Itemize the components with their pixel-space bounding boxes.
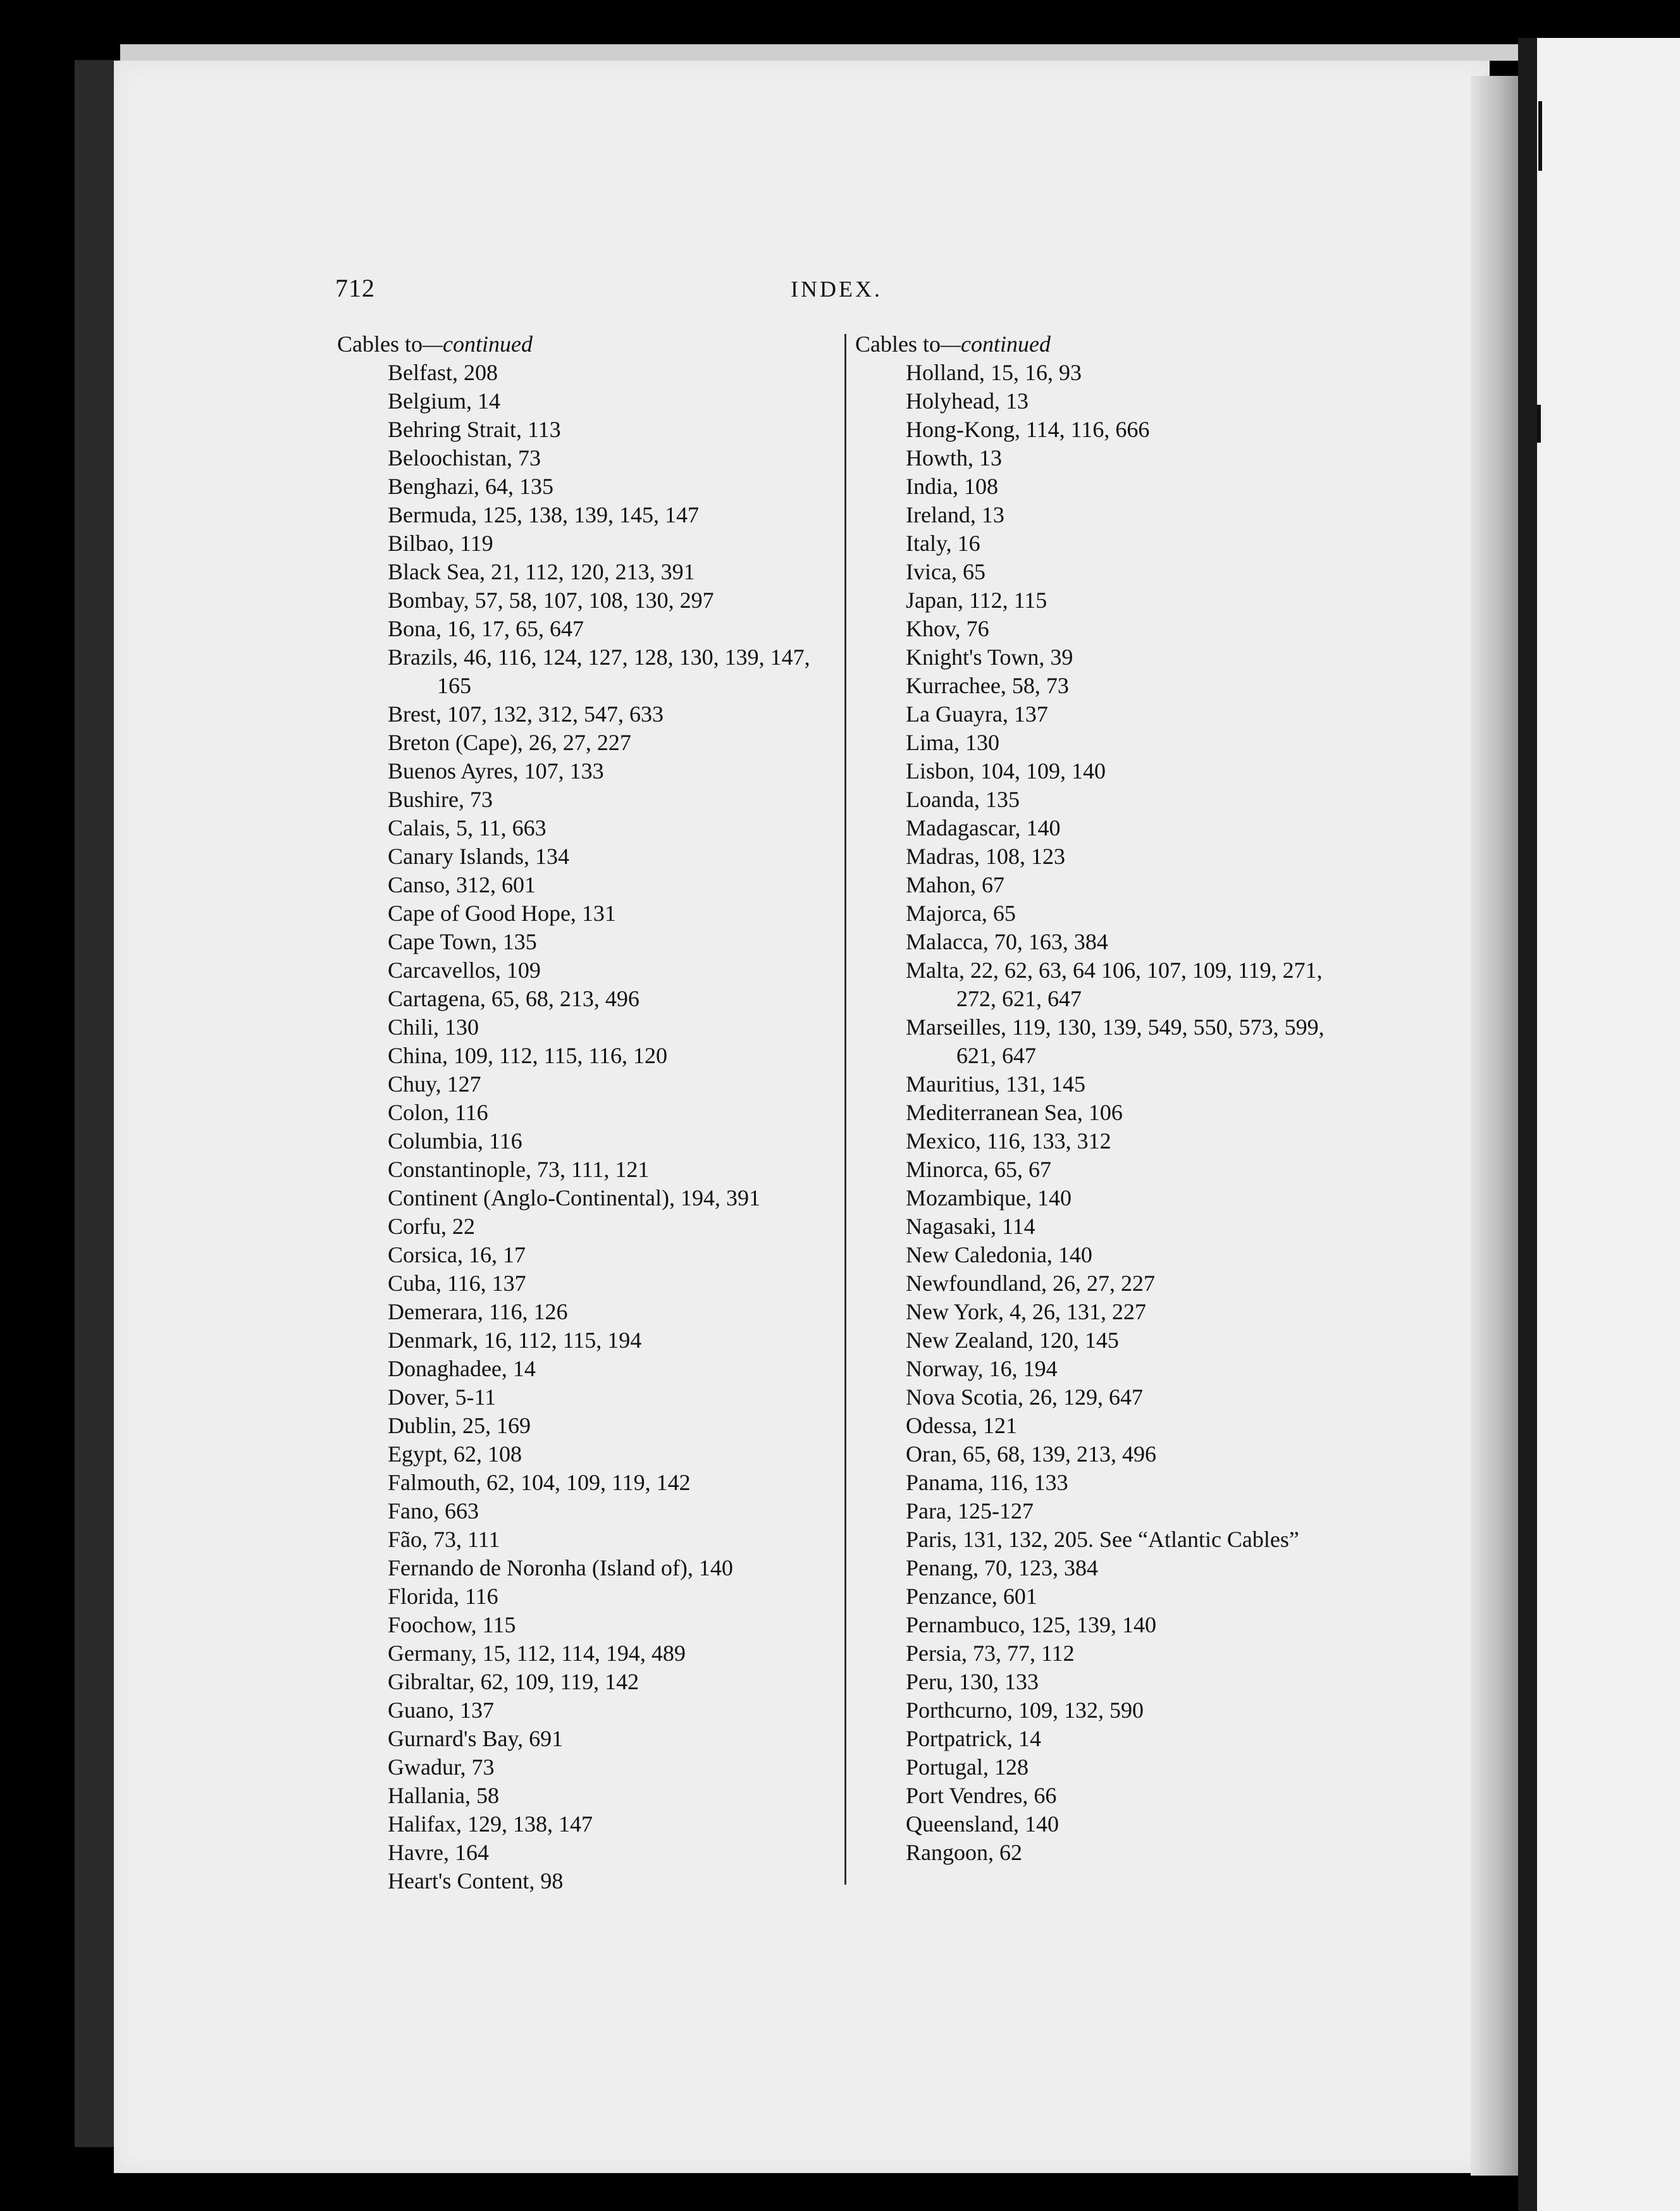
index-entry: Foochow, 115 xyxy=(388,1612,516,1637)
index-entry: New Caledonia, 140 xyxy=(906,1242,1092,1267)
index-entry: Minorca, 65, 67 xyxy=(906,1157,1051,1182)
index-entry: Oran, 65, 68, 139, 213, 496 xyxy=(906,1441,1156,1467)
index-entry: Nagasaki, 114 xyxy=(906,1214,1035,1239)
index-entry-list xyxy=(337,359,831,1895)
page-top-edge xyxy=(120,44,1524,61)
index-entry: Rangoon, 62 xyxy=(906,1840,1022,1865)
index-entry: Havre, 164 xyxy=(388,1840,489,1865)
index-entry: New Zealand, 120, 145 xyxy=(906,1327,1119,1353)
index-entry: Norway, 16, 194 xyxy=(906,1356,1058,1381)
index-entry: Belfast, 208 xyxy=(388,360,498,385)
index-entry: Demerara, 116, 126 xyxy=(388,1299,568,1324)
facing-page-mark xyxy=(1538,101,1542,171)
index-entry: Benghazi, 64, 135 xyxy=(388,474,553,499)
index-entry: Khov, 76 xyxy=(906,616,989,641)
index-entry: Cape of Good Hope, 131 xyxy=(388,901,616,926)
index-entry: Halifax, 129, 138, 147 xyxy=(388,1811,593,1837)
index-entry: Lima, 130 xyxy=(906,730,999,755)
index-entry: Falmouth, 62, 104, 109, 119, 142 xyxy=(388,1470,691,1495)
index-entry: Canso, 312, 601 xyxy=(388,872,536,897)
index-entry: India, 108 xyxy=(906,474,998,499)
index-entry: Howth, 13 xyxy=(906,445,1002,471)
index-entry: Fão, 73, 111 xyxy=(388,1527,500,1552)
index-entry: Gibraltar, 62, 109, 119, 142 xyxy=(388,1669,639,1694)
index-entry: Kurrachee, 58, 73 xyxy=(906,673,1069,698)
column-heading xyxy=(855,330,1349,359)
index-entry: Odessa, 121 xyxy=(906,1413,1017,1438)
index-entry: Dublin, 25, 169 xyxy=(388,1413,531,1438)
index-entry: Knight's Town, 39 xyxy=(906,644,1073,670)
index-entry: Cape Town, 135 xyxy=(388,929,537,954)
index-entry: Colon, 116 xyxy=(388,1100,488,1125)
column-heading xyxy=(337,330,831,359)
index-entry: Paris, 131, 132, 205. See “Atlantic Cables” xyxy=(906,1527,1299,1552)
index-entry: Chuy, 127 xyxy=(388,1071,481,1097)
index-entry: Black Sea, 21, 112, 120, 213, 391 xyxy=(388,559,695,584)
index-entry: Fernando de Noronha (Island of), 140 xyxy=(388,1555,733,1580)
heading-label: Cables to xyxy=(855,331,941,357)
index-entry: Bona, 16, 17, 65, 647 xyxy=(388,616,584,641)
index-entry: China, 109, 112, 115, 116, 120 xyxy=(388,1043,667,1068)
index-entry: Panama, 116, 133 xyxy=(906,1470,1068,1495)
column-divider xyxy=(844,334,846,1885)
index-entry: Holyhead, 13 xyxy=(906,388,1028,414)
index-entry: Belgium, 14 xyxy=(388,388,500,414)
index-entry: Columbia, 116 xyxy=(388,1128,522,1154)
index-entry: Portugal, 128 xyxy=(906,1754,1028,1780)
index-entry: Marseilles, 119, 130, 139, 549, 550, 573, 599, 621, 647 xyxy=(906,1014,1325,1068)
index-entry: Peru, 130, 133 xyxy=(906,1669,1039,1694)
index-entry: Constantinople, 73, 111, 121 xyxy=(388,1157,650,1182)
index-entry: Malacca, 70, 163, 384 xyxy=(906,929,1108,954)
index-entry: Para, 125-127 xyxy=(906,1498,1034,1524)
index-entry: Carcavellos, 109 xyxy=(388,958,541,983)
index-entry: Corfu, 22 xyxy=(388,1214,475,1239)
index-entry: Chili, 130 xyxy=(388,1014,479,1040)
index-entry: Dover, 5-11 xyxy=(388,1384,497,1410)
index-entry: Holland, 15, 16, 93 xyxy=(906,360,1082,385)
index-entry: Newfoundland, 26, 27, 227 xyxy=(906,1271,1155,1296)
index-entry: Denmark, 16, 112, 115, 194 xyxy=(388,1327,642,1353)
index-entry: La Guayra, 137 xyxy=(906,701,1048,727)
index-entry: New York, 4, 26, 131, 227 xyxy=(906,1299,1147,1324)
index-entry: Buenos Ayres, 107, 133 xyxy=(388,758,604,784)
index-entry: Loanda, 135 xyxy=(906,787,1020,812)
index-entry: Mediterranean Sea, 106 xyxy=(906,1100,1123,1125)
index-entry: Canary Islands, 134 xyxy=(388,844,569,869)
index-entry: Mexico, 116, 133, 312 xyxy=(906,1128,1111,1154)
book-gutter xyxy=(1518,38,1537,2211)
page-number: 712 xyxy=(335,274,375,302)
index-entry: Malta, 22, 62, 63, 64 106, 107, 109, 119, 271, 272, 621, 647 xyxy=(906,958,1323,1011)
index-entry: Nova Scotia, 26, 129, 647 xyxy=(906,1384,1143,1410)
index-entry: Queensland, 140 xyxy=(906,1811,1059,1837)
facing-page-mark xyxy=(1537,405,1541,443)
index-entry: Brazils, 46, 116, 124, 127, 128, 130, 139, 147, 165 xyxy=(388,644,810,698)
index-entry: Egypt, 62, 108 xyxy=(388,1441,522,1467)
index-entry: Portpatrick, 14 xyxy=(906,1726,1041,1751)
index-column-right xyxy=(855,330,1349,1867)
index-entry: Ivica, 65 xyxy=(906,559,985,584)
index-entry: Hallania, 58 xyxy=(388,1783,499,1808)
index-entry: Italy, 16 xyxy=(906,531,980,556)
facing-page xyxy=(1537,38,1680,2211)
index-entry: Continent (Anglo-Continental), 194, 391 xyxy=(388,1185,760,1210)
index-entry: Beloochistan, 73 xyxy=(388,445,541,471)
index-entry: Madras, 108, 123 xyxy=(906,844,1065,869)
index-entry-list xyxy=(855,359,1349,1867)
page-fold-shadow xyxy=(1471,76,1518,2176)
index-entry: Pernambuco, 125, 139, 140 xyxy=(906,1612,1156,1637)
index-entry: Port Vendres, 66 xyxy=(906,1783,1057,1808)
running-head: INDEX. xyxy=(791,276,882,302)
index-entry: Persia, 73, 77, 112 xyxy=(906,1641,1075,1666)
index-entry: Calais, 5, 11, 663 xyxy=(388,815,547,841)
index-entry: Bombay, 57, 58, 107, 108, 130, 297 xyxy=(388,588,714,613)
heading-continued: —continued xyxy=(422,331,533,357)
heading-continued: —continued xyxy=(940,331,1051,357)
index-entry: Breton (Cape), 26, 27, 227 xyxy=(388,730,631,755)
index-entry: Madagascar, 140 xyxy=(906,815,1061,841)
index-entry: Gurnard's Bay, 691 xyxy=(388,1726,564,1751)
index-entry: Cartagena, 65, 68, 213, 496 xyxy=(388,986,639,1011)
index-entry: Mauritius, 131, 145 xyxy=(906,1071,1085,1097)
index-entry: Porthcurno, 109, 132, 590 xyxy=(906,1697,1144,1723)
heading-label: Cables to xyxy=(337,331,423,357)
index-entry: Behring Strait, 113 xyxy=(388,417,561,442)
index-entry: Hong-Kong, 114, 116, 666 xyxy=(906,417,1150,442)
index-entry: Bermuda, 125, 138, 139, 145, 147 xyxy=(388,502,699,527)
index-entry: Lisbon, 104, 109, 140 xyxy=(906,758,1106,784)
index-entry: Japan, 112, 115 xyxy=(906,588,1047,613)
index-entry: Penang, 70, 123, 384 xyxy=(906,1555,1098,1580)
index-entry: Mahon, 67 xyxy=(906,872,1004,897)
index-entry: Penzance, 601 xyxy=(906,1584,1037,1609)
index-entry: Corsica, 16, 17 xyxy=(388,1242,526,1267)
index-entry: Heart's Content, 98 xyxy=(388,1868,564,1894)
index-entry: Mozambique, 140 xyxy=(906,1185,1072,1210)
index-entry: Guano, 137 xyxy=(388,1697,494,1723)
index-column-left xyxy=(337,330,831,1895)
index-entry: Cuba, 116, 137 xyxy=(388,1271,526,1296)
index-entry: Ireland, 13 xyxy=(906,502,1004,527)
index-entry: Fano, 663 xyxy=(388,1498,479,1524)
index-entry: Donaghadee, 14 xyxy=(388,1356,536,1381)
index-entry: Majorca, 65 xyxy=(906,901,1016,926)
index-entry: Florida, 116 xyxy=(388,1584,498,1609)
index-entry: Bushire, 73 xyxy=(388,787,493,812)
index-entry: Bilbao, 119 xyxy=(388,531,493,556)
index-entry: Brest, 107, 132, 312, 547, 633 xyxy=(388,701,664,727)
index-entry: Germany, 15, 112, 114, 194, 489 xyxy=(388,1641,686,1666)
index-entry: Gwadur, 73 xyxy=(388,1754,495,1780)
